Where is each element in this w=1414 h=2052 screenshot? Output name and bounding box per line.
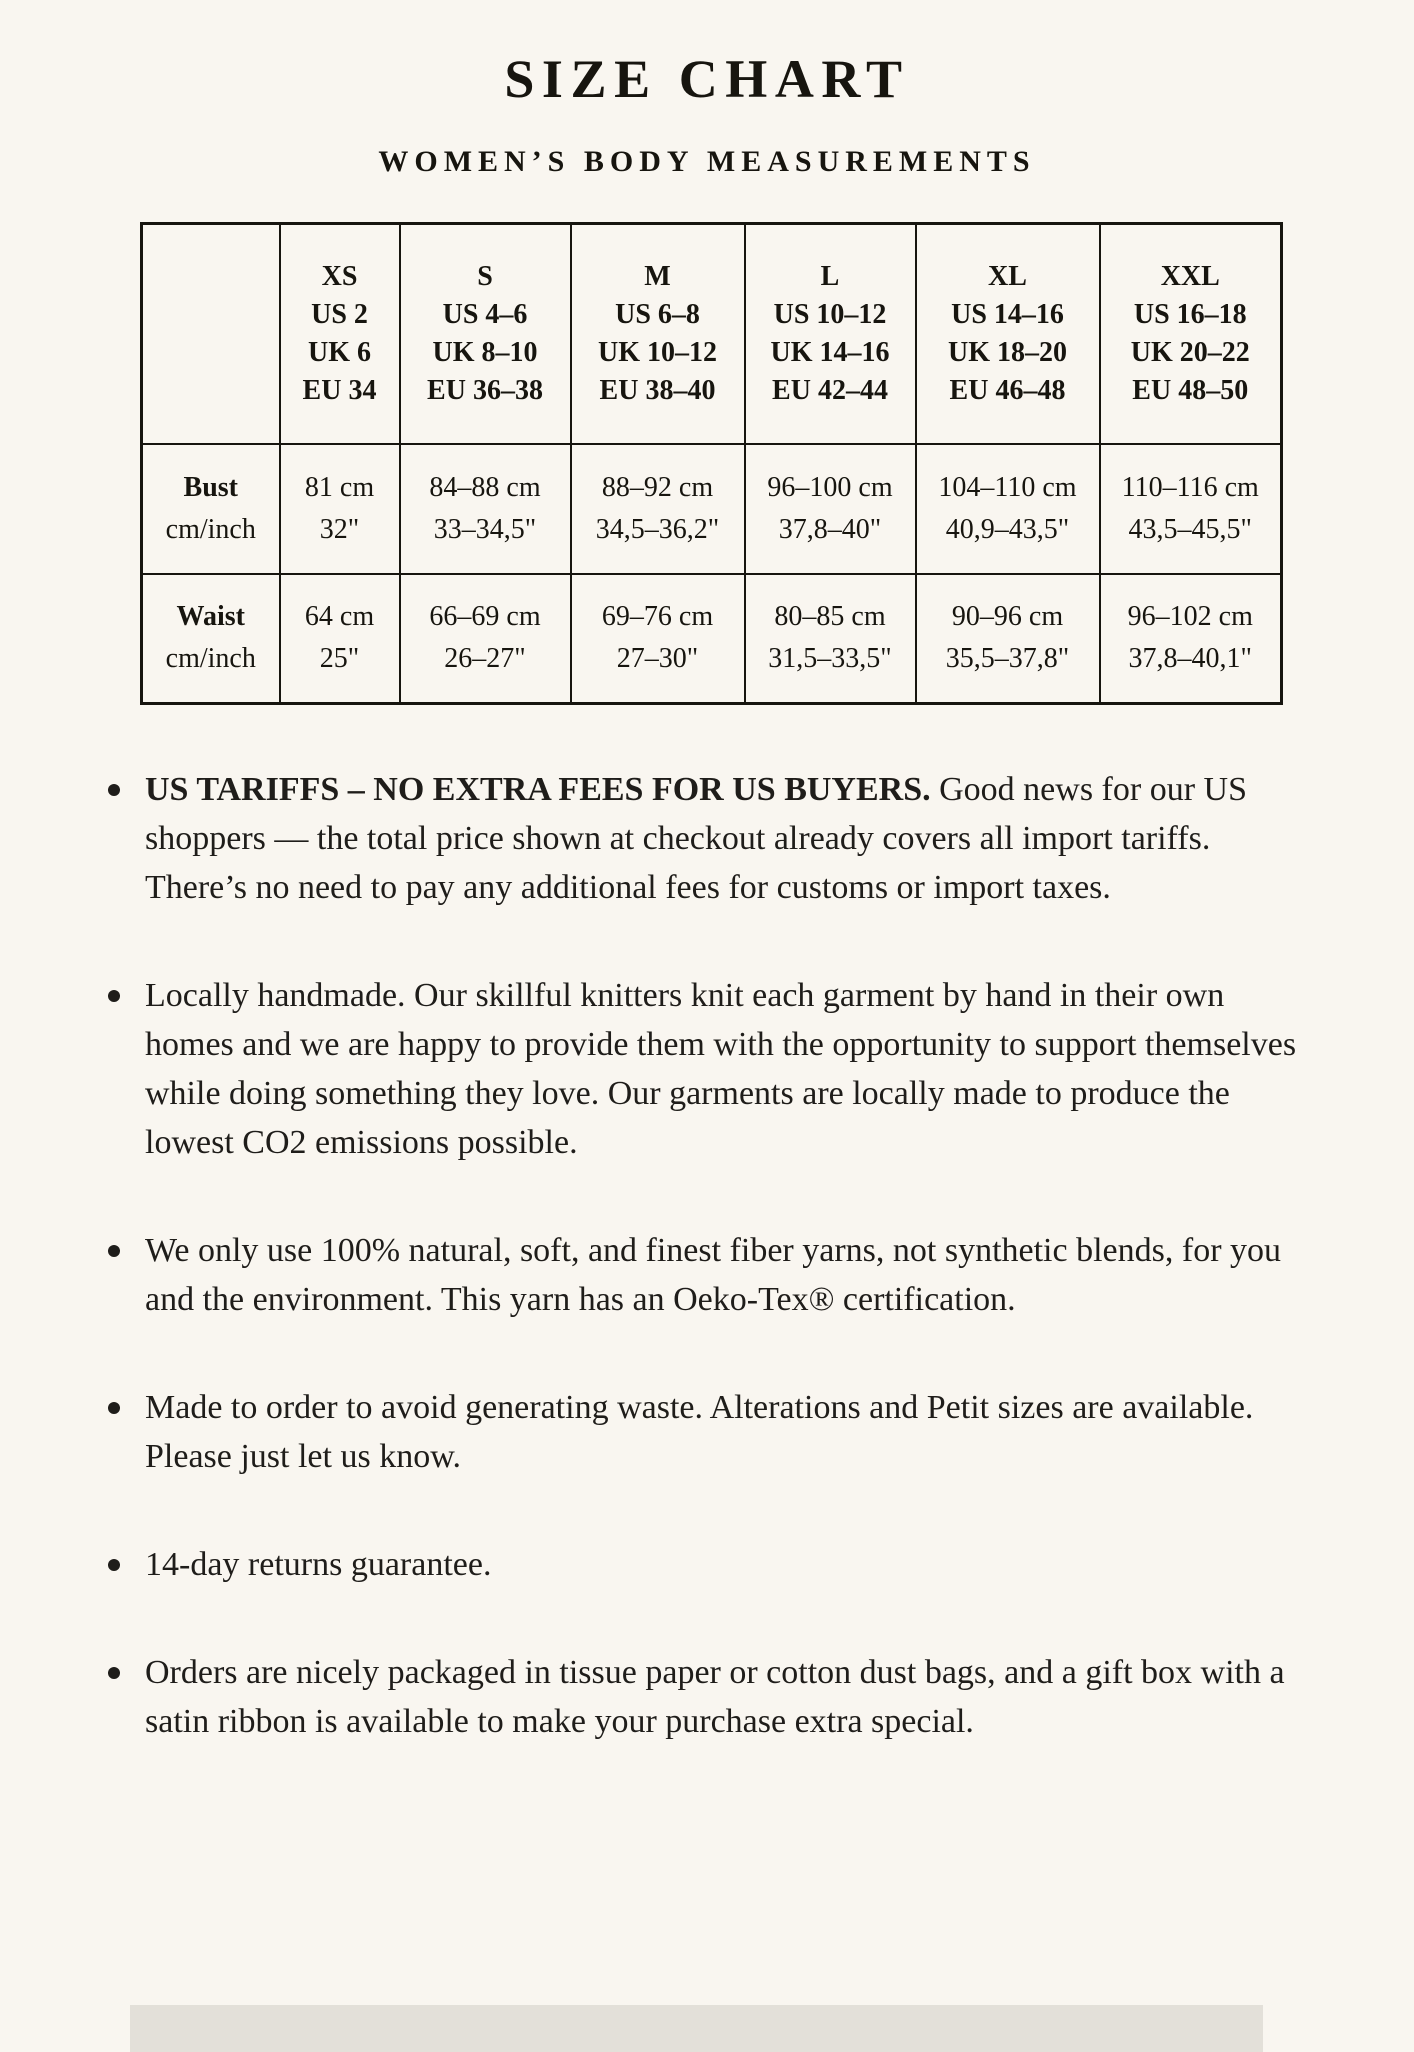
list-item-text: Orders are nicely packaged in tissue paper or cotton dust bags, and a gift box with a satin ribbon is available to make your purchase extra special. (145, 1654, 1285, 1740)
page-title: SIZE CHART (504, 49, 910, 109)
list-item-text: 14-day returns guarantee. (145, 1546, 492, 1583)
bullet-icon (108, 1402, 120, 1414)
size-name: XL (988, 260, 1027, 292)
row-label-waist (142, 574, 280, 704)
list-item-text: We only use 100% natural, soft, and finest fiber yarns, not synthetic blends, for you and the environment. This yarn has an Oeko-Tex® certification. (145, 1232, 1282, 1318)
measurement-cell (400, 444, 571, 574)
size-column-header-xl (916, 224, 1100, 444)
size-column-header-s (400, 224, 571, 444)
row-unit: cm/inch (165, 513, 256, 545)
cm-value: 66–69 cm (429, 601, 541, 633)
list-item-made-to-order (108, 1383, 1300, 1481)
bust-row (142, 444, 1282, 574)
size-name: XS (321, 260, 358, 292)
row-unit: cm/inch (165, 643, 256, 675)
bottom-section-divider (130, 2005, 1263, 2052)
bullet-icon (108, 784, 120, 796)
table-header-row (142, 224, 1282, 444)
size-column-header-l (745, 224, 916, 444)
us-size: US 10–12 (773, 298, 887, 330)
size-name: L (820, 260, 840, 292)
inch-value: 37,8–40" (778, 513, 882, 545)
list-item-text: Good news for our US shoppers — the total price shown at checkout already covers all import tariffs. There’s no need to pay any additional fees for customs or import taxes. (145, 771, 1247, 906)
inch-value: 26–27" (444, 643, 526, 675)
uk-size: UK 18–20 (948, 336, 1067, 368)
corner-cell (142, 224, 280, 444)
eu-size: EU 36–38 (427, 374, 543, 406)
cm-value: 81 cm (304, 471, 375, 503)
list-item-us-tariffs (108, 765, 1300, 912)
row-label: Waist (176, 601, 245, 633)
cm-value: 69–76 cm (601, 601, 714, 633)
cm-value: 110–116 cm (1121, 471, 1259, 503)
measurement-cell (280, 444, 400, 574)
eu-size: EU 42–44 (772, 374, 888, 406)
cm-value: 96–100 cm (767, 471, 893, 503)
measurement-cell (916, 574, 1100, 704)
inch-value: 43,5–45,5" (1128, 513, 1252, 545)
cm-value: 90–96 cm (951, 601, 1064, 633)
cm-value: 84–88 cm (429, 471, 541, 503)
eu-size: EU 34 (302, 374, 377, 406)
cm-value: 88–92 cm (601, 471, 714, 503)
eu-size: EU 38–40 (599, 374, 716, 406)
us-size: US 14–16 (951, 298, 1064, 330)
cm-value: 80–85 cm (774, 601, 886, 633)
uk-size: UK 10–12 (598, 336, 717, 368)
list-item-natural-yarns (108, 1226, 1300, 1324)
inch-value: 31,5–33,5" (768, 643, 892, 675)
inch-value: 37,8–40,1" (1128, 643, 1252, 675)
measurement-cell (571, 444, 745, 574)
us-size: US 16–18 (1133, 298, 1247, 330)
uk-size: UK 20–22 (1130, 336, 1250, 368)
list-item-returns (108, 1540, 1300, 1589)
us-size: US 6–8 (615, 298, 700, 330)
waist-row (142, 574, 1282, 704)
bullet-icon (108, 1667, 120, 1679)
bullet-icon (108, 1559, 120, 1571)
cm-value: 96–102 cm (1127, 601, 1253, 633)
measurement-cell (571, 574, 745, 704)
measurement-cell (745, 444, 916, 574)
measurement-cell (1100, 574, 1282, 704)
info-list (108, 765, 1300, 1746)
list-item-packaging (108, 1648, 1300, 1746)
size-name: XXL (1160, 260, 1220, 292)
us-size: US 2 (311, 298, 368, 330)
inch-value: 27–30" (616, 643, 699, 675)
row-label: Bust (183, 471, 238, 503)
inch-value: 40,9–43,5" (945, 513, 1070, 545)
size-chart-page (0, 49, 1414, 1746)
measurement-cell (745, 574, 916, 704)
cm-value: 64 cm (304, 601, 375, 633)
us-size: US 4–6 (442, 298, 528, 330)
list-item-text: Made to order to avoid generating waste. Alterations and Petit sizes are available. Please just let us know. (145, 1389, 1254, 1475)
inch-value: 34,5–36,2" (595, 513, 720, 545)
size-chart-table (140, 222, 1283, 705)
measurement-cell (400, 574, 571, 704)
cm-value: 104–110 cm (938, 471, 1077, 503)
size-name: S (477, 260, 493, 292)
list-item-locally-handmade (108, 971, 1300, 1167)
inch-value: 32" (319, 513, 360, 545)
inch-value: 33–34,5" (433, 513, 537, 545)
size-column-header-xs (280, 224, 400, 444)
eu-size: EU 48–50 (1132, 374, 1249, 406)
uk-size: UK 8–10 (432, 336, 538, 368)
eu-size: EU 46–48 (949, 374, 1066, 406)
measurement-cell (280, 574, 400, 704)
size-column-header-xxl (1100, 224, 1282, 444)
list-item-lead: US TARIFFS – NO EXTRA FEES FOR US BUYERS. (145, 771, 931, 808)
uk-size: UK 14–16 (770, 336, 890, 368)
measurement-cell (1100, 444, 1282, 574)
bullet-icon (108, 1245, 120, 1257)
uk-size: UK 6 (308, 336, 371, 368)
size-column-header-m (571, 224, 745, 444)
row-label-bust (142, 444, 280, 574)
size-name: M (644, 260, 671, 292)
inch-value: 35,5–37,8" (945, 643, 1070, 675)
measurement-cell (916, 444, 1100, 574)
list-item-text: Locally handmade. Our skillful knitters knit each garment by hand in their own homes and we are happy to provide them with the opportunity to support themselves while doing something they love. Our garments are locally made to produce the lowest CO2 emissions possible. (145, 977, 1297, 1161)
inch-value: 25" (319, 643, 360, 675)
page-subtitle: WOMEN’S BODY MEASUREMENTS (378, 145, 1036, 178)
bullet-icon (108, 990, 120, 1002)
